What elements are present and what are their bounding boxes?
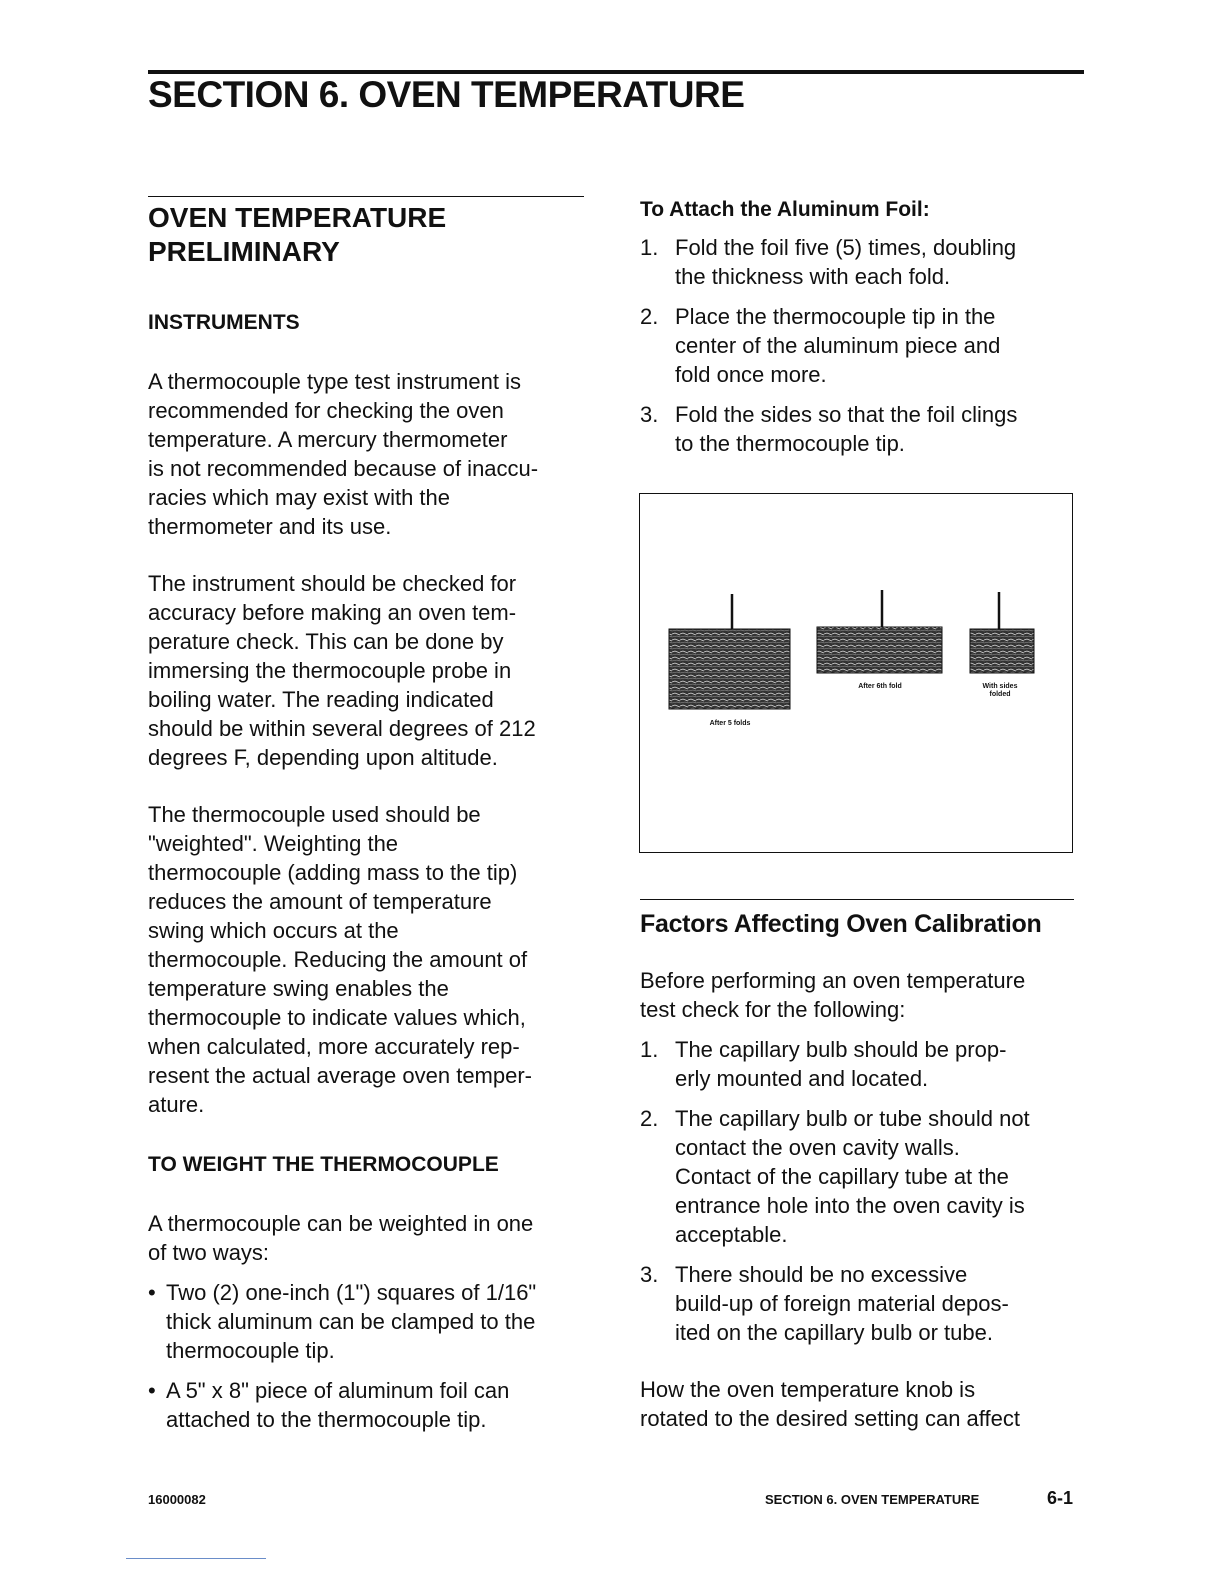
text-line: racies which may exist with the xyxy=(148,485,450,510)
text-line: the thickness with each fold. xyxy=(675,264,951,289)
text-line: immersing the thermocouple probe in xyxy=(148,658,512,683)
text-line: build-up of foreign material depos- xyxy=(675,1291,1009,1316)
text-line: "weighted". Weighting the xyxy=(148,831,399,856)
label-after-6th-fold: After 6th fold xyxy=(858,683,902,690)
text-line: center of the aluminum piece and xyxy=(675,333,1001,358)
attach-step xyxy=(640,233,1080,291)
heading-rule xyxy=(148,196,584,197)
step-number: 3. xyxy=(640,402,659,427)
text-line: The capillary bulb or tube should not xyxy=(675,1106,1030,1131)
step-number: 3. xyxy=(640,1262,659,1287)
text-line: thick aluminum can be clamped to the xyxy=(166,1309,536,1334)
bullet-item xyxy=(148,1278,588,1365)
text-line: There should be no excessive xyxy=(675,1262,968,1287)
text-line: Fold the sides so that the foil clings xyxy=(675,402,1018,427)
attach-heading: To Attach the Aluminum Foil: xyxy=(640,198,930,221)
text-line: A 5" x 8" piece of aluminum foil can xyxy=(166,1378,510,1403)
foil-with-sides-folded xyxy=(970,592,1034,673)
section-title: SECTION 6. OVEN TEMPERATURE xyxy=(148,74,745,115)
text-line: reduces the amount of temperature xyxy=(148,889,492,914)
factor-step xyxy=(640,1260,1080,1347)
text-line: rotated to the desired setting can affect xyxy=(640,1406,1020,1431)
text-line: when calculated, more accurately rep- xyxy=(148,1034,520,1059)
text-line: The thermocouple used should be xyxy=(148,802,481,827)
text-line: of two ways: xyxy=(148,1240,270,1265)
text-line: thermocouple (adding mass to the tip) xyxy=(148,860,518,885)
step-number: 1. xyxy=(640,1037,659,1062)
text-line: should be within several degrees of 212 xyxy=(148,716,536,741)
label-sides-folded xyxy=(970,683,1030,699)
text-line: recommended for checking the oven xyxy=(148,398,504,423)
paragraph-accuracy xyxy=(148,569,588,772)
text-line: acceptable. xyxy=(675,1222,788,1247)
footer-section-label: SECTION 6. OVEN TEMPERATURE xyxy=(765,1492,980,1507)
factors-intro xyxy=(640,966,1080,1024)
step-number: 1. xyxy=(640,235,659,260)
text-line: ature. xyxy=(148,1092,205,1117)
attach-step xyxy=(640,400,1080,458)
label-line: With sides xyxy=(982,683,1018,690)
text-line: swing which occurs at the xyxy=(148,918,399,943)
text-line: Fold the foil five (5) times, doubling xyxy=(675,235,1017,260)
foil-figure xyxy=(639,493,1073,853)
heading-rule xyxy=(640,899,1074,900)
foil-after-5-folds xyxy=(669,594,790,709)
text-line: Contact of the capillary tube at the xyxy=(675,1164,1009,1189)
bullet-icon: • xyxy=(148,1280,156,1305)
step-number: 2. xyxy=(640,304,659,329)
text-line: accuracy before making an oven tem- xyxy=(148,600,517,625)
text-line: resent the actual average oven temper- xyxy=(148,1063,533,1088)
text-line: The instrument should be checked for xyxy=(148,571,517,596)
text-line: Before performing an oven temperature xyxy=(640,968,1026,993)
text-line: ited on the capillary bulb or tube. xyxy=(675,1320,993,1345)
factors-section xyxy=(640,899,1080,1433)
text-line: fold once more. xyxy=(675,362,827,387)
major-heading-line: OVEN TEMPERATURE xyxy=(148,202,447,233)
text-line: attached to the thermocouple tip. xyxy=(166,1407,487,1432)
foil-illustration xyxy=(640,494,1074,854)
text-line: degrees F, depending upon altitude. xyxy=(148,745,498,770)
attach-step xyxy=(640,302,1080,389)
text-line: to the thermocouple tip. xyxy=(675,431,905,456)
left-column xyxy=(148,196,588,1434)
instruments-heading: INSTRUMENTS xyxy=(148,311,300,334)
text-line: temperature swing enables the xyxy=(148,976,449,1001)
weight-heading: TO WEIGHT THE THERMOCOUPLE xyxy=(148,1153,499,1176)
label-after-5-folds: After 5 folds xyxy=(709,720,751,727)
text-line: thermometer and its use. xyxy=(148,514,392,539)
text-line: temperature. A mercury thermometer xyxy=(148,427,508,452)
bullet-icon: • xyxy=(148,1378,156,1403)
text-line: entrance hole into the oven cavity is xyxy=(675,1193,1025,1218)
label-line: folded xyxy=(989,691,1011,698)
factor-step xyxy=(640,1035,1080,1093)
text-line: Two (2) one-inch (1") squares of 1/16" xyxy=(166,1280,537,1305)
text-line: thermocouple. Reducing the amount of xyxy=(148,947,528,972)
step-number: 2. xyxy=(640,1106,659,1131)
text-line: A thermocouple can be weighted in one xyxy=(148,1211,534,1236)
text-line: contact the oven cavity walls. xyxy=(675,1135,960,1160)
text-line: test check for the following: xyxy=(640,997,906,1022)
bottom-rule xyxy=(126,1558,266,1559)
foil-after-6th-fold xyxy=(817,590,942,673)
factor-step xyxy=(640,1104,1080,1249)
doc-number: 16000082 xyxy=(148,1492,206,1507)
text-line: perature check. This can be done by xyxy=(148,629,504,654)
bullet-item xyxy=(148,1376,588,1434)
text-line: is not recommended because of inaccu- xyxy=(148,456,539,481)
text-line: A thermocouple type test instrument is xyxy=(148,369,521,394)
paragraph-ways xyxy=(148,1209,588,1267)
text-line: boiling water. The reading indicated xyxy=(148,687,494,712)
paragraph-weighted xyxy=(148,800,588,1119)
right-column xyxy=(640,196,1080,458)
text-line: thermocouple tip. xyxy=(166,1338,335,1363)
text-line: How the oven temperature knob is xyxy=(640,1377,976,1402)
closing-paragraph xyxy=(640,1375,1080,1433)
text-line: Place the thermocouple tip in the xyxy=(675,304,996,329)
page-number: 6-1 xyxy=(1047,1488,1074,1508)
major-heading-line: PRELIMINARY xyxy=(148,236,340,267)
text-line: thermocouple to indicate values which, xyxy=(148,1005,526,1030)
paragraph-instrument xyxy=(148,367,588,541)
factors-heading: Factors Affecting Oven Calibration xyxy=(640,910,1042,938)
text-line: erly mounted and located. xyxy=(675,1066,929,1091)
major-heading xyxy=(148,201,588,269)
text-line: The capillary bulb should be prop- xyxy=(675,1037,1007,1062)
